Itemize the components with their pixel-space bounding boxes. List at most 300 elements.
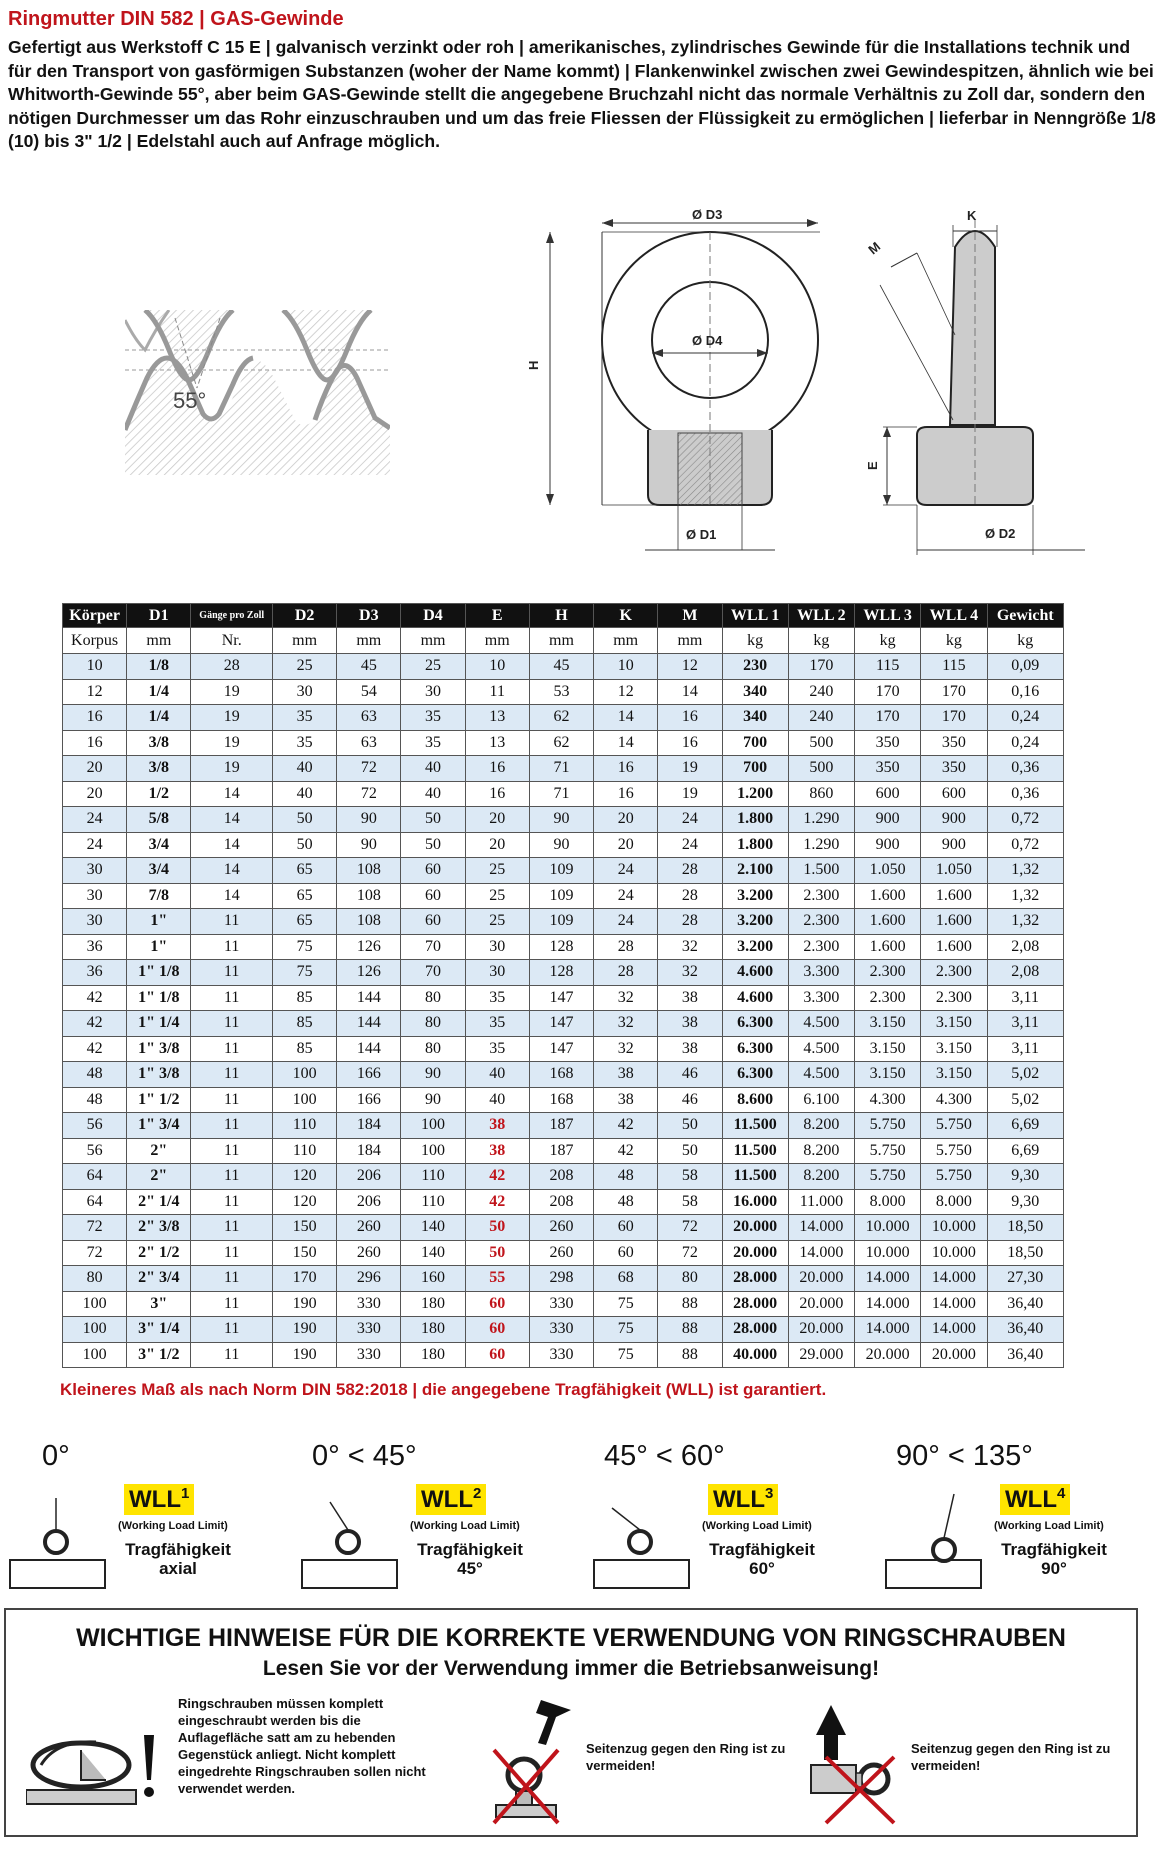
unit-cell: mm — [127, 628, 191, 654]
table-cell: 20 — [63, 781, 127, 807]
table-cell: 190 — [272, 1317, 336, 1343]
table-cell: 2" — [127, 1138, 191, 1164]
table-row — [63, 705, 1064, 731]
table-cell: 340 — [722, 705, 788, 731]
table-cell: 1.600 — [921, 934, 987, 960]
table-cell: 5,02 — [987, 1062, 1063, 1088]
table-cell: 8.600 — [722, 1087, 788, 1113]
table-cell: 36,40 — [987, 1342, 1063, 1368]
table-cell: 24 — [63, 807, 127, 833]
table-cell: 108 — [337, 909, 401, 935]
page-title: Ringmutter DIN 582 | GAS-Gewinde — [8, 8, 344, 30]
table-cell: 3" — [127, 1291, 191, 1317]
unit-cell: kg — [788, 628, 854, 654]
table-cell: 166 — [337, 1087, 401, 1113]
hints-title: WICHTIGE HINWEISE FÜR DIE KORREKTE VERWENDUNG VON RINGSCHRAUBEN — [76, 1624, 1066, 1652]
table-cell: 170 — [788, 654, 854, 680]
wll-badge: WLL$^2$ — [416, 1484, 486, 1515]
table-cell: 330 — [529, 1317, 593, 1343]
table-cell: 180 — [401, 1317, 465, 1343]
table-cell: 1.500 — [788, 858, 854, 884]
table-cell: 109 — [529, 858, 593, 884]
table-cell: 9,30 — [987, 1164, 1063, 1190]
table-cell: 90 — [529, 807, 593, 833]
table-cell: 72 — [658, 1215, 722, 1241]
load-angle-panel — [884, 1440, 1170, 1595]
table-cell: 35 — [401, 705, 465, 731]
table-cell: 30 — [401, 679, 465, 705]
table-cell: 30 — [465, 934, 529, 960]
table-cell: 170 — [921, 705, 987, 731]
table-cell: 6.300 — [722, 1011, 788, 1037]
hint-screw-in-text: Ringschrauben müssen komplett eingeschraubt werden bis die Auflagefläche satt am zu hebenden Gegenstück anliegt. Nicht komplett eingedrehte Ringschrauben sollen nicht verwendet werden. — [178, 1696, 426, 1796]
table-cell: 88 — [658, 1291, 722, 1317]
table-cell: 600 — [855, 781, 921, 807]
table-cell: 35 — [465, 985, 529, 1011]
table-cell: 3/4 — [127, 832, 191, 858]
table-cell: 1" 1/4 — [127, 1011, 191, 1037]
table-cell: 1.200 — [722, 781, 788, 807]
table-cell: 40 — [401, 781, 465, 807]
table-cell: 120 — [272, 1164, 336, 1190]
tragfaehigkeit-label: Tragfähigkeit 60° — [709, 1540, 815, 1578]
table-cell: 19 — [191, 679, 273, 705]
table-cell: 1.600 — [921, 909, 987, 935]
table-cell: 35 — [272, 730, 336, 756]
column-header: E — [465, 604, 529, 628]
table-cell: 900 — [921, 807, 987, 833]
table-cell: 14.000 — [921, 1317, 987, 1343]
table-cell: 38 — [594, 1087, 658, 1113]
table-cell: 11 — [191, 985, 273, 1011]
table-cell: 2.300 — [788, 883, 854, 909]
table-cell: 28 — [594, 960, 658, 986]
table-cell: 28.000 — [722, 1291, 788, 1317]
table-cell: 206 — [337, 1164, 401, 1190]
table-cell: 46 — [658, 1087, 722, 1113]
table-cell: 24 — [658, 832, 722, 858]
table-cell: 38 — [465, 1113, 529, 1139]
table-cell: 11 — [191, 1113, 273, 1139]
table-cell: 16 — [658, 705, 722, 731]
table-cell: 1" 1/2 — [127, 1087, 191, 1113]
table-cell: 187 — [529, 1113, 593, 1139]
table-row — [63, 756, 1064, 782]
table-cell: 8.200 — [788, 1164, 854, 1190]
table-cell: 208 — [529, 1189, 593, 1215]
table-cell: 1.600 — [855, 909, 921, 935]
table-cell: 700 — [722, 756, 788, 782]
table-cell: 14 — [594, 730, 658, 756]
table-cell: 2.300 — [788, 934, 854, 960]
table-header-row — [63, 604, 1064, 628]
table-cell: 2" — [127, 1164, 191, 1190]
table-cell: 298 — [529, 1266, 593, 1292]
table-cell: 6.100 — [788, 1087, 854, 1113]
load-angle-panel — [592, 1440, 882, 1595]
table-cell: 170 — [921, 679, 987, 705]
table-cell: 144 — [337, 1011, 401, 1037]
table-cell: 56 — [63, 1138, 127, 1164]
table-cell: 1/4 — [127, 705, 191, 731]
table-cell: 28 — [658, 858, 722, 884]
table-row — [63, 1215, 1064, 1241]
table-cell: 11.000 — [788, 1189, 854, 1215]
table-cell: 140 — [401, 1240, 465, 1266]
table-cell: 19 — [658, 756, 722, 782]
table-cell: 8.000 — [855, 1189, 921, 1215]
table-cell: 28 — [191, 654, 273, 680]
load-direction-icon — [8, 1480, 118, 1595]
table-cell: 90 — [337, 807, 401, 833]
table-cell: 5.750 — [921, 1138, 987, 1164]
table-cell: 10.000 — [855, 1215, 921, 1241]
table-cell: 45 — [529, 654, 593, 680]
table-cell: 90 — [401, 1087, 465, 1113]
table-row — [63, 1164, 1064, 1190]
table-cell: 8.000 — [921, 1189, 987, 1215]
table-cell: 1" 3/4 — [127, 1113, 191, 1139]
table-cell: 11 — [191, 960, 273, 986]
table-cell: 11 — [191, 1062, 273, 1088]
table-cell: 72 — [337, 781, 401, 807]
table-cell: 100 — [63, 1317, 127, 1343]
table-cell: 50 — [401, 832, 465, 858]
table-cell: 70 — [401, 934, 465, 960]
table-cell: 25 — [401, 654, 465, 680]
unit-cell: kg — [921, 628, 987, 654]
table-cell: 14 — [191, 781, 273, 807]
table-cell: 14.000 — [855, 1266, 921, 1292]
table-cell: 0,24 — [987, 705, 1063, 731]
table-cell: 85 — [272, 1036, 336, 1062]
table-cell: 100 — [272, 1087, 336, 1113]
table-cell: 168 — [529, 1062, 593, 1088]
table-cell: 100 — [63, 1291, 127, 1317]
table-row — [63, 985, 1064, 1011]
table-cell: 50 — [401, 807, 465, 833]
table-cell: 40 — [272, 781, 336, 807]
column-header: D4 — [401, 604, 465, 628]
table-cell: 1,32 — [987, 858, 1063, 884]
table-row — [63, 807, 1064, 833]
norm-note: Kleineres Maß als nach Norm DIN 582:2018 | die angegebene Tragfähigkeit (WLL) ist garantiert. — [60, 1380, 827, 1399]
angle-label: 90° < 135° — [896, 1440, 1033, 1472]
table-cell: 75 — [272, 960, 336, 986]
table-cell: 5,02 — [987, 1087, 1063, 1113]
table-unit-row — [63, 628, 1064, 654]
table-cell: 1.290 — [788, 807, 854, 833]
table-cell: 330 — [529, 1291, 593, 1317]
table-cell: 184 — [337, 1113, 401, 1139]
table-cell: 40 — [465, 1087, 529, 1113]
table-row — [63, 1240, 1064, 1266]
table-cell: 1.800 — [722, 807, 788, 833]
table-cell: 11 — [191, 934, 273, 960]
column-header: WLL 2 — [788, 604, 854, 628]
table-cell: 36,40 — [987, 1291, 1063, 1317]
load-angle-panel — [8, 1440, 298, 1595]
table-cell: 330 — [337, 1291, 401, 1317]
screw-in-fully-icon — [26, 1720, 166, 1820]
table-cell: 42 — [63, 985, 127, 1011]
table-cell: 38 — [658, 1011, 722, 1037]
table-cell: 350 — [855, 730, 921, 756]
table-cell: 0,36 — [987, 756, 1063, 782]
table-cell: 56 — [63, 1113, 127, 1139]
dim-m-label: M — [865, 238, 884, 258]
table-cell: 80 — [401, 1036, 465, 1062]
table-row — [63, 1317, 1064, 1343]
table-cell: 700 — [722, 730, 788, 756]
table-cell: 38 — [658, 985, 722, 1011]
table-cell: 64 — [63, 1189, 127, 1215]
angle-label: 0° < 45° — [312, 1440, 417, 1472]
spec-table — [62, 603, 1064, 1368]
table-cell: 1.050 — [921, 858, 987, 884]
table-cell: 3,11 — [987, 1036, 1063, 1062]
table-cell: 14.000 — [788, 1215, 854, 1241]
table-cell: 11 — [465, 679, 529, 705]
unit-cell: mm — [529, 628, 593, 654]
tragfaehigkeit-label: Tragfähigkeit 45° — [417, 1540, 523, 1578]
table-cell: 260 — [337, 1240, 401, 1266]
table-cell: 32 — [594, 1011, 658, 1037]
table-cell: 240 — [788, 679, 854, 705]
table-cell: 19 — [191, 730, 273, 756]
table-cell: 3.300 — [788, 960, 854, 986]
table-cell: 75 — [272, 934, 336, 960]
table-cell: 72 — [63, 1215, 127, 1241]
table-row — [63, 730, 1064, 756]
table-cell: 90 — [401, 1062, 465, 1088]
dim-e-label: E — [865, 461, 880, 470]
table-cell: 4.500 — [788, 1011, 854, 1037]
table-cell: 3/4 — [127, 858, 191, 884]
table-cell: 65 — [272, 858, 336, 884]
table-cell: 24 — [594, 909, 658, 935]
table-cell: 3/8 — [127, 756, 191, 782]
table-cell: 128 — [529, 960, 593, 986]
table-cell: 3.150 — [855, 1062, 921, 1088]
table-cell: 3.150 — [855, 1011, 921, 1037]
table-cell: 3,11 — [987, 985, 1063, 1011]
table-cell: 11 — [191, 1011, 273, 1037]
table-cell: 11 — [191, 1317, 273, 1343]
table-cell: 68 — [594, 1266, 658, 1292]
table-cell: 2,08 — [987, 934, 1063, 960]
table-cell: 48 — [63, 1087, 127, 1113]
table-cell: 42 — [465, 1189, 529, 1215]
table-cell: 115 — [921, 654, 987, 680]
table-cell: 0,72 — [987, 832, 1063, 858]
table-cell: 12 — [594, 679, 658, 705]
table-cell: 166 — [337, 1062, 401, 1088]
table-cell: 0,72 — [987, 807, 1063, 833]
table-cell: 30 — [63, 909, 127, 935]
table-cell: 24 — [594, 858, 658, 884]
table-cell: 0,36 — [987, 781, 1063, 807]
table-cell: 11 — [191, 1164, 273, 1190]
table-cell: 2" 1/2 — [127, 1240, 191, 1266]
table-cell: 296 — [337, 1266, 401, 1292]
unit-cell: mm — [272, 628, 336, 654]
table-cell: 109 — [529, 909, 593, 935]
table-cell: 35 — [401, 730, 465, 756]
table-cell: 147 — [529, 1036, 593, 1062]
table-cell: 40 — [465, 1062, 529, 1088]
table-cell: 11 — [191, 1138, 273, 1164]
table-cell: 18,50 — [987, 1215, 1063, 1241]
table-cell: 3.150 — [921, 1062, 987, 1088]
table-cell: 50 — [272, 807, 336, 833]
table-cell: 25 — [465, 858, 529, 884]
table-cell: 900 — [921, 832, 987, 858]
column-header: M — [658, 604, 722, 628]
table-cell: 6,69 — [987, 1113, 1063, 1139]
table-cell: 60 — [465, 1342, 529, 1368]
table-cell: 80 — [401, 985, 465, 1011]
column-header: WLL 3 — [855, 604, 921, 628]
table-cell: 128 — [529, 934, 593, 960]
table-cell: 150 — [272, 1215, 336, 1241]
table-cell: 187 — [529, 1138, 593, 1164]
table-cell: 3,11 — [987, 1011, 1063, 1037]
table-row — [63, 909, 1064, 935]
side-pull-horizontal-forbidden-icon — [806, 1695, 901, 1825]
table-row — [63, 858, 1064, 884]
table-cell: 11.500 — [722, 1164, 788, 1190]
table-cell: 88 — [658, 1317, 722, 1343]
table-cell: 18,50 — [987, 1240, 1063, 1266]
table-cell: 30 — [63, 858, 127, 884]
table-cell: 20.000 — [788, 1266, 854, 1292]
table-cell: 42 — [63, 1011, 127, 1037]
dim-d3-label: Ø D3 — [692, 207, 723, 222]
table-cell: 72 — [658, 1240, 722, 1266]
table-row — [63, 1113, 1064, 1139]
table-cell: 260 — [529, 1240, 593, 1266]
table-cell: 260 — [337, 1215, 401, 1241]
table-cell: 53 — [529, 679, 593, 705]
table-cell: 20.000 — [855, 1342, 921, 1368]
table-cell: 10 — [594, 654, 658, 680]
table-cell: 1.050 — [855, 858, 921, 884]
table-cell: 14 — [191, 807, 273, 833]
table-cell: 100 — [63, 1342, 127, 1368]
table-cell: 35 — [465, 1036, 529, 1062]
table-cell: 11 — [191, 1291, 273, 1317]
table-cell: 14.000 — [788, 1240, 854, 1266]
table-cell: 340 — [722, 679, 788, 705]
table-cell: 42 — [465, 1164, 529, 1190]
table-cell: 32 — [594, 985, 658, 1011]
table-cell: 160 — [401, 1266, 465, 1292]
table-cell: 20.000 — [921, 1342, 987, 1368]
table-cell: 10.000 — [855, 1240, 921, 1266]
table-cell: 14.000 — [921, 1266, 987, 1292]
table-cell: 60 — [465, 1291, 529, 1317]
table-cell: 60 — [401, 858, 465, 884]
table-cell: 13 — [465, 705, 529, 731]
table-cell: 14 — [594, 705, 658, 731]
table-cell: 28 — [658, 883, 722, 909]
unit-cell: Korpus — [63, 628, 127, 654]
table-cell: 100 — [272, 1062, 336, 1088]
table-cell: 2,08 — [987, 960, 1063, 986]
wll-subtitle: (Working Load Limit) — [410, 1520, 520, 1532]
table-cell: 16 — [63, 730, 127, 756]
wll-badge: WLL$^4$ — [1000, 1484, 1070, 1515]
table-cell: 350 — [921, 730, 987, 756]
table-cell: 12 — [658, 654, 722, 680]
table-cell: 4.600 — [722, 960, 788, 986]
table-cell: 1" 3/8 — [127, 1036, 191, 1062]
table-cell: 63 — [337, 705, 401, 731]
table-cell: 38 — [658, 1036, 722, 1062]
table-cell: 3" 1/2 — [127, 1342, 191, 1368]
table-cell: 12 — [63, 679, 127, 705]
table-row — [63, 679, 1064, 705]
table-cell: 3.200 — [722, 883, 788, 909]
table-cell: 85 — [272, 1011, 336, 1037]
table-cell: 147 — [529, 1011, 593, 1037]
product-description: Gefertigt aus Werkstoff C 15 E | galvanisch verzinkt oder roh | amerikanisches, zylindrisches Gewinde für die Installations technik und für den Transport von gasförmigen Substanzen (woher der Name kommt) | Flankenwinkel zwischen zwei Gewindespitzen, ähnlich wie bei Whitworth-Gewinde 55°, aber beim GAS-Gewinde stellt die angegebene Bruchzahl nicht das normale Verhältnis zu Zoll dar, sondern den nötigen Durchmesser um das Rohr einzuschrauben und um das freie Fliessen der Flüssigkeit zu ermöglichen | lieferbar in Nenngröße 1/8 (10) bis 3" 1/2 | Edelstahl auch auf Anfrage möglich. — [8, 37, 1156, 151]
table-cell: 3.200 — [722, 934, 788, 960]
table-cell: 330 — [337, 1342, 401, 1368]
table-row — [63, 1036, 1064, 1062]
table-cell: 1.600 — [855, 883, 921, 909]
table-cell: 58 — [658, 1189, 722, 1215]
table-row — [63, 1266, 1064, 1292]
table-cell: 80 — [401, 1011, 465, 1037]
table-cell: 72 — [337, 756, 401, 782]
table-cell: 50 — [272, 832, 336, 858]
table-cell: 36,40 — [987, 1317, 1063, 1343]
column-header: D2 — [272, 604, 336, 628]
table-cell: 42 — [594, 1113, 658, 1139]
ring-nut-front-drawing — [520, 205, 820, 560]
unit-cell: kg — [987, 628, 1063, 654]
table-cell: 42 — [594, 1138, 658, 1164]
table-cell: 110 — [272, 1138, 336, 1164]
dim-d2-label: Ø D2 — [985, 526, 1016, 541]
table-row — [63, 1011, 1064, 1037]
table-cell: 144 — [337, 1036, 401, 1062]
table-row — [63, 781, 1064, 807]
column-header: D1 — [127, 604, 191, 628]
table-cell: 25 — [272, 654, 336, 680]
angle-label: 0° — [42, 1440, 70, 1472]
table-cell: 14 — [191, 883, 273, 909]
table-cell: 900 — [855, 807, 921, 833]
table-cell: 65 — [272, 883, 336, 909]
table-cell: 5.750 — [855, 1138, 921, 1164]
table-cell: 50 — [465, 1215, 529, 1241]
table-cell: 11 — [191, 909, 273, 935]
table-cell: 42 — [63, 1036, 127, 1062]
table-cell: 90 — [337, 832, 401, 858]
table-cell: 24 — [658, 807, 722, 833]
table-cell: 140 — [401, 1215, 465, 1241]
table-cell: 2" 3/4 — [127, 1266, 191, 1292]
table-cell: 109 — [529, 883, 593, 909]
table-cell: 45 — [337, 654, 401, 680]
table-row — [63, 1342, 1064, 1368]
table-cell: 1" 1/8 — [127, 960, 191, 986]
table-cell: 1.600 — [855, 934, 921, 960]
table-cell: 50 — [465, 1240, 529, 1266]
